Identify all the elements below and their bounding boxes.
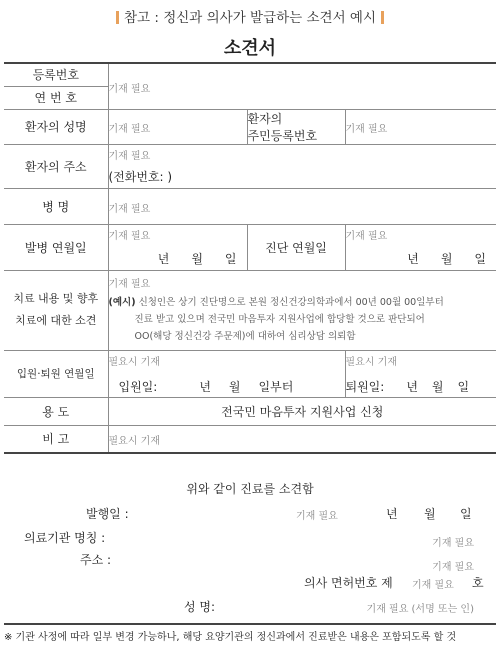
patient-name-field[interactable]: [108, 109, 247, 144]
discharge-day: 일: [457, 379, 470, 394]
disease-hint: 기재 필요: [108, 203, 151, 215]
disease-field[interactable]: [108, 188, 496, 224]
resident-no-hint: 기재 필요: [345, 124, 388, 135]
treatment-example: [109, 294, 497, 345]
issue-year: 년: [386, 507, 398, 521]
admit-field[interactable]: [108, 350, 345, 397]
license-suffix: 호: [472, 576, 484, 590]
admit-year: 년: [199, 379, 211, 394]
issue-day: 일: [460, 507, 472, 521]
footer-note: ※ 기관 사정에 따라 일부 변경 가능하나, 해당 요양기관의 정신과에서 진료받은 내용은 포함되도록 할 것: [4, 623, 496, 643]
diag-year: 년: [407, 252, 419, 266]
issue-statement: 위와 같이 진료를 소견함: [186, 482, 314, 496]
document-title: 소견서: [223, 38, 277, 59]
address-hint: 기재 필요: [108, 151, 151, 162]
remarks-label: 비 고: [4, 425, 108, 453]
resident-no-label-2: 주민등록번호: [247, 128, 318, 143]
example-line-1: 신청인은 상기 진단명으로 본원 정신건강의학과에서 00년 00월 00일부터: [138, 297, 444, 308]
year-no-label: 연 번 호: [4, 86, 108, 109]
onset-hint: 기재 필요: [108, 231, 151, 242]
issue-address-hint: 기재 필요: [432, 562, 474, 573]
admit-month: 월: [228, 379, 241, 394]
resident-no-label-1: 환자의: [247, 111, 283, 126]
doctor-name-label: 성 명:: [184, 600, 216, 614]
issue-date-hint: 기재 필요: [296, 511, 338, 522]
onset-date-field[interactable]: [108, 224, 247, 270]
admit-from: 일부터: [258, 379, 294, 394]
discharge-year: 년: [406, 379, 418, 394]
license-label: 의사 면허번호 제: [304, 576, 393, 590]
patient-name-label: 환자의 성명: [4, 109, 108, 144]
treatment-hint: 기재 필요: [108, 279, 151, 290]
phone-text: (전화번호: ): [108, 170, 173, 184]
diagnosis-date-field[interactable]: [345, 224, 496, 270]
address-field[interactable]: [108, 144, 496, 188]
admit-discharge-label: 입원·퇴원 연월일: [4, 350, 108, 397]
issue-date-label: 발행일 :: [86, 507, 129, 521]
example-line-3: OO(해당 정신건강 주문제)에 대하여 심리상담 의뢰함: [134, 331, 356, 342]
license-hint: 기재 필요: [412, 580, 454, 591]
issue-address-label: 주소 :: [80, 553, 112, 567]
institution-label: 의료기관 명칭 :: [24, 531, 106, 545]
patient-name-hint: 기재 필요: [108, 124, 151, 135]
institution-hint: 기재 필요: [432, 538, 474, 549]
discharge-text: 퇴원일:: [345, 379, 385, 394]
onset-date-label: 발병 연월일: [4, 224, 108, 270]
admit-text: 입원일:: [118, 379, 158, 394]
address-label: 환자의 주소: [4, 144, 108, 188]
diag-month: 월: [440, 252, 453, 266]
discharge-row: [346, 378, 497, 395]
accent-bar-right: [381, 11, 384, 24]
treatment-label-1: 치료 내용 및 향후: [13, 292, 99, 305]
example-line-2: 진료 받고 있으며 전국민 마음투자 지원사업에 합당할 것으로 판단되어: [134, 314, 425, 325]
purpose-value: 전국민 마음투자 지원사업 신청: [108, 397, 496, 425]
onset-month: 월: [191, 252, 203, 266]
opinion-form-table: [4, 62, 496, 454]
discharge-month: 월: [431, 379, 444, 394]
diagnosis-date-label: 진단 연월일: [247, 224, 345, 270]
example-prefix: (예시): [108, 297, 136, 308]
admit-hint: 필요시 기재: [108, 356, 160, 368]
remarks-hint: 필요시 기재: [108, 436, 160, 448]
admit-row: [109, 378, 345, 395]
issue-month: 월: [424, 507, 436, 521]
reg-no-field[interactable]: [108, 63, 496, 109]
onset-ymd: [109, 250, 247, 267]
resident-no-field[interactable]: [345, 109, 496, 144]
purpose-label: 용 도: [4, 397, 108, 425]
reg-no-label: 등록번호: [4, 63, 108, 86]
diag-day: 일: [474, 252, 486, 266]
discharge-field[interactable]: [345, 350, 496, 397]
diagnosis-ymd: [346, 250, 497, 267]
disease-label: 병 명: [4, 188, 108, 224]
onset-year: 년: [157, 252, 170, 266]
accent-bar-left: [116, 11, 119, 24]
reference-note: [0, 6, 500, 26]
doctor-name-hint: 기재 필요 (서명 또는 인): [366, 604, 474, 615]
treatment-label-2: 치료에 대한 소견: [15, 314, 97, 327]
resident-no-label: [247, 109, 345, 144]
treatment-label: [4, 270, 108, 350]
remarks-field[interactable]: [108, 425, 496, 453]
discharge-hint: 필요시 기재: [345, 356, 397, 368]
reference-note-text: 참고 : 정신과 의사가 발급하는 소견서 예시: [124, 10, 376, 26]
treatment-field[interactable]: [108, 270, 496, 350]
reg-hint: 기재 필요: [108, 83, 151, 95]
diagnosis-hint: 기재 필요: [345, 231, 388, 242]
onset-day: 일: [224, 252, 237, 266]
